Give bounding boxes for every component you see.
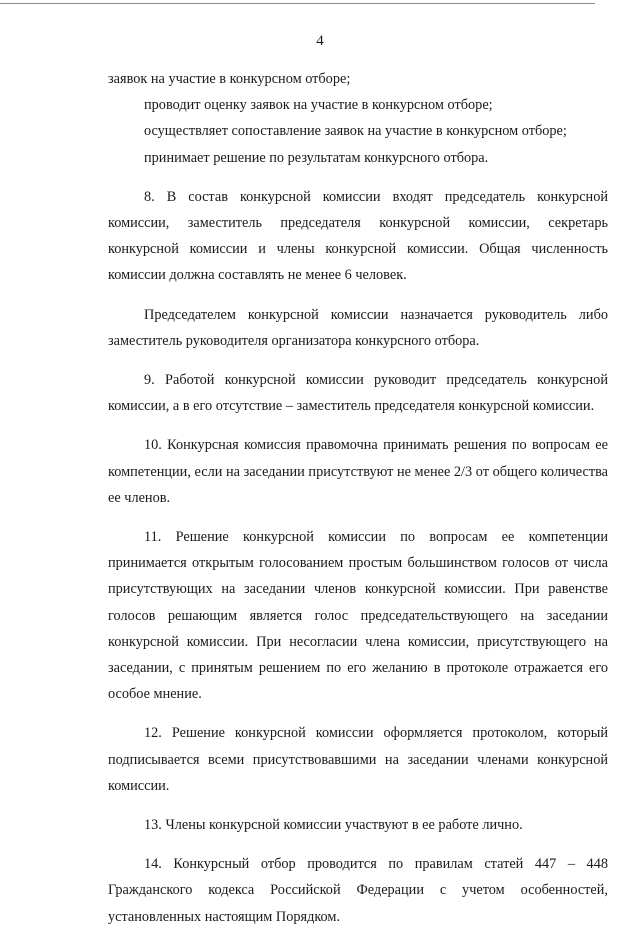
paragraph-12: 12. Решение конкурсной комиссии оформляется протоколом, который подписывается всеми присутствовавшими на заседании членами конкурсной комиссии. bbox=[108, 725, 608, 794]
page-number: 4 bbox=[316, 33, 324, 49]
paragraph-chairman: Председателем конкурсной комиссии назначается руководитель либо заместитель руководителя организатора конкурсного отбора. bbox=[108, 306, 608, 349]
top-rule bbox=[0, 3, 595, 4]
document-body bbox=[108, 66, 608, 930]
paragraph-13: 13. Члены конкурсной комиссии участвуют в ее работе лично. bbox=[144, 817, 523, 834]
paragraph-8: 8. В состав конкурсной комиссии входят председатель конкурсной комиссии, заместитель председателя конкурсной комиссии, секретарь конкурсной комиссии и члены конкурсной комиссии. Общая численность комиссии должна составлять не менее 6 человек. bbox=[108, 188, 608, 284]
list-item-compare: осуществляет сопоставление заявок на участие в конкурсном отборе; bbox=[144, 123, 567, 140]
paragraph-11: 11. Решение конкурсной комиссии по вопросам ее компетенции принимается открытым голосованием простым большинством голосов от числа присутствующих на заседании членов конкурсной комиссии. При равенстве голосов решающим является голос председательствующего на заседании конкурсной комиссии. При несогласии члена комиссии, присутствующего на заседании, с принятым решением по его желанию в протоколе отражается его особое мнение. bbox=[108, 529, 608, 703]
paragraph-14: 14. Конкурсный отбор проводится по правилам статей 447 – 448 Гражданского кодекса Российской Федерации с учетом особенностей, установленных настоящим Порядком. bbox=[108, 856, 608, 925]
paragraph-9: 9. Работой конкурсной комиссии руководит председатель конкурсной комиссии, а в его отсутствие – заместитель председателя конкурсной комиссии. bbox=[108, 372, 608, 415]
list-item-evaluate: проводит оценку заявок на участие в конкурсном отборе; bbox=[144, 97, 493, 114]
list-continuation: заявок на участие в конкурсном отборе; bbox=[108, 71, 351, 87]
list-item-decide: принимает решение по результатам конкурсного отбора. bbox=[144, 149, 489, 166]
paragraph-10: 10. Конкурсная комиссия правомочна принимать решения по вопросам ее компетенции, если на заседании присутствуют не менее 2/3 от общего количества ее членов. bbox=[108, 437, 608, 506]
